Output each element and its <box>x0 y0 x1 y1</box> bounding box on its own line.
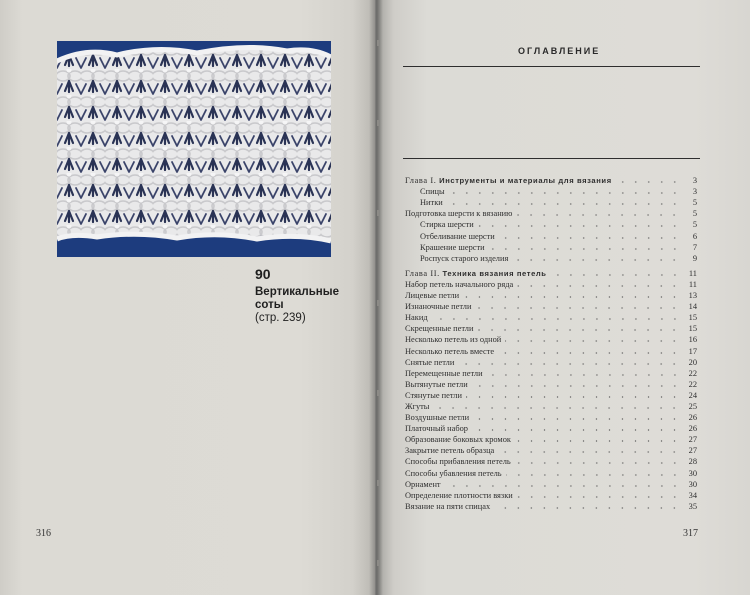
toc-entry-title: Перемещенные петли <box>405 368 483 378</box>
toc-dot-leader <box>473 418 681 420</box>
binding-stitch <box>377 560 379 566</box>
toc-dot-leader <box>505 340 681 342</box>
toc-entry-title: Воздушные петли <box>405 413 470 423</box>
toc-entry <box>405 300 697 311</box>
toc-chapter-text <box>405 176 612 185</box>
toc-entry-title: Несколько петель вместе <box>405 346 495 356</box>
toc-page-number: 22 <box>688 368 697 378</box>
toc-page-number: 13 <box>688 291 697 301</box>
toc-dot-leader <box>478 225 681 227</box>
toc-dot-leader <box>498 352 681 354</box>
table-of-contents <box>405 174 697 511</box>
toc-entry-title: Образование боковых кромок <box>405 435 511 445</box>
toc-entry <box>405 433 697 444</box>
toc-page-number: 25 <box>688 401 697 411</box>
toc-entry <box>405 196 697 207</box>
toc-entry <box>405 466 697 477</box>
toc-entry <box>405 207 697 218</box>
plate-number: 90 <box>255 266 271 282</box>
toc-entry-title: Изнаночные петли <box>405 302 472 312</box>
left-page-number: 316 <box>36 528 51 539</box>
toc-dot-leader <box>616 181 681 183</box>
toc-entry <box>405 500 697 511</box>
toc-entry <box>405 422 697 433</box>
toc-dot-leader <box>506 474 681 476</box>
toc-entry <box>405 229 697 240</box>
toc-dot-leader <box>458 363 681 365</box>
knitting-pattern-image <box>57 41 331 257</box>
toc-dot-leader <box>475 307 681 309</box>
binding-stitch <box>377 390 379 396</box>
toc-page-number: 22 <box>688 379 697 389</box>
toc-dot-leader <box>498 451 681 453</box>
toc-page-number: 34 <box>688 490 697 500</box>
toc-entry <box>405 455 697 466</box>
toc-dot-leader <box>515 440 681 442</box>
toc-entry <box>405 252 697 263</box>
toc-page-number: 11 <box>688 279 697 289</box>
toc-dot-leader <box>494 507 681 509</box>
toc-entry <box>405 311 697 322</box>
toc-page-number: 16 <box>688 335 697 345</box>
toc-entry <box>405 367 697 378</box>
toc-page-number: 26 <box>688 424 697 434</box>
toc-chapter-row <box>405 174 697 185</box>
toc-entry-title: Закрытие петель образца <box>405 446 495 456</box>
toc-entry <box>405 378 697 389</box>
toc-entry-title: Нитки <box>420 198 443 208</box>
right-page-number: 317 <box>683 528 698 539</box>
toc-chapter-text <box>405 269 547 278</box>
binding-stitch <box>377 210 379 216</box>
toc-page-number: 26 <box>688 413 697 423</box>
toc-dot-leader <box>487 374 681 376</box>
toc-entry-title: Спицы <box>420 187 445 197</box>
toc-entry <box>405 344 697 355</box>
toc-page-number: 27 <box>688 446 697 456</box>
toc-entry-title: Роспуск старого изделия <box>420 253 509 263</box>
toc-page-number: 7 <box>692 242 697 252</box>
toc-heading: ОГЛАВЛЕНИЕ <box>518 46 601 56</box>
toc-page-number: 5 <box>692 198 697 208</box>
toc-entry <box>405 444 697 455</box>
binding-stitch <box>377 480 379 486</box>
toc-dot-leader <box>447 203 681 205</box>
toc-page-number: 30 <box>688 479 697 489</box>
toc-dot-leader <box>517 496 681 498</box>
toc-entry-title: Несколько петель из одной <box>405 335 502 345</box>
toc-page-number: 3 <box>692 187 697 197</box>
toc-page-number: 14 <box>688 302 697 312</box>
toc-page-number: 11 <box>688 268 697 278</box>
toc-chapter-title: Техника вязания петель <box>442 268 547 278</box>
toc-entry-title: Вытянутые петли <box>405 379 468 389</box>
toc-entry-title: Стянутые петли <box>405 390 462 400</box>
toc-dot-leader <box>449 192 681 194</box>
binding-stitch <box>377 40 379 46</box>
toc-page-number: 30 <box>688 468 697 478</box>
toc-entry <box>405 241 697 252</box>
heading-rule <box>403 66 700 67</box>
toc-entry-title: Подготовка шерсти к вязанию <box>405 209 513 219</box>
toc-page-number: 6 <box>692 231 697 241</box>
toc-page-number: 15 <box>688 324 697 334</box>
toc-page-number: 5 <box>692 220 697 230</box>
toc-dot-leader <box>489 248 681 250</box>
toc-dot-leader <box>515 462 681 464</box>
toc-entry-title: Орнамент <box>405 479 441 489</box>
toc-chapter-title: Инструменты и материалы для вязания <box>439 176 612 186</box>
toc-entry-title: Отбеливание шерсти <box>420 231 495 241</box>
toc-entry <box>405 278 697 289</box>
toc-entry-title: Стирка шерсти <box>420 220 474 230</box>
toc-entry-title: Скрещенные петли <box>405 324 474 334</box>
toc-entry <box>405 356 697 367</box>
toc-entry-title: Накид <box>405 313 428 323</box>
toc-page-number: 9 <box>692 253 697 263</box>
toc-entry-title: Жгуты <box>405 401 430 411</box>
toc-entry <box>405 489 697 500</box>
toc-dot-leader <box>499 237 681 239</box>
toc-dot-leader <box>516 214 681 216</box>
toc-page-number: 15 <box>688 313 697 323</box>
toc-entry <box>405 333 697 344</box>
toc-dot-leader <box>517 285 681 287</box>
toc-entry-title: Набор петель начального ряда <box>405 279 514 289</box>
toc-entry-title: Платочный набор <box>405 424 468 434</box>
knitting-sample-photo <box>57 41 331 257</box>
binding-stitch <box>377 120 379 126</box>
toc-entry-title: Крашение шерсти <box>420 242 485 252</box>
toc-page-number: 35 <box>688 501 697 511</box>
toc-dot-leader <box>472 429 681 431</box>
toc-dot-leader <box>477 329 681 331</box>
toc-dot-leader <box>463 296 681 298</box>
toc-entry-title: Способы прибавления петель <box>405 457 511 467</box>
toc-entry <box>405 400 697 411</box>
toc-entry <box>405 322 697 333</box>
toc-chapter-label: Глава I. <box>405 176 437 186</box>
toc-entry <box>405 218 697 229</box>
toc-top-rule <box>403 158 700 159</box>
book-gutter <box>369 0 383 595</box>
plate-page-ref: (стр. 239) <box>255 312 306 324</box>
toc-page-number: 27 <box>688 435 697 445</box>
binding-stitch <box>377 300 379 306</box>
toc-entry-title: Лицевые петли <box>405 291 460 301</box>
plate-caption <box>255 286 339 325</box>
toc-entry <box>405 411 697 422</box>
toc-dot-leader <box>445 485 681 487</box>
plate-title-line2: соты <box>255 299 284 311</box>
toc-dot-leader <box>551 274 681 276</box>
toc-dot-leader <box>433 407 681 409</box>
toc-page-number: 5 <box>692 209 697 219</box>
toc-entry-title: Снятые петли <box>405 357 455 367</box>
toc-entry-title: Вязание на пяти спицах <box>405 501 491 511</box>
toc-dot-leader <box>472 385 681 387</box>
toc-entry <box>405 185 697 196</box>
toc-page-number: 20 <box>688 357 697 367</box>
toc-entry <box>405 389 697 400</box>
toc-entry <box>405 289 697 300</box>
toc-dot-leader <box>432 318 681 320</box>
toc-chapter-label: Глава II. <box>405 268 440 278</box>
toc-page-number: 24 <box>688 390 697 400</box>
toc-page-number: 3 <box>692 176 697 186</box>
toc-dot-leader <box>512 259 681 261</box>
toc-page-number: 28 <box>688 457 697 467</box>
toc-page-number: 17 <box>688 346 697 356</box>
plate-title-line1: Вертикальные <box>255 286 339 298</box>
toc-entry <box>405 478 697 489</box>
toc-entry-title: Определение плотности вязки <box>405 490 513 500</box>
toc-chapter-row <box>405 267 697 278</box>
toc-dot-leader <box>466 396 681 398</box>
toc-entry-title: Способы убавления петель <box>405 468 502 478</box>
